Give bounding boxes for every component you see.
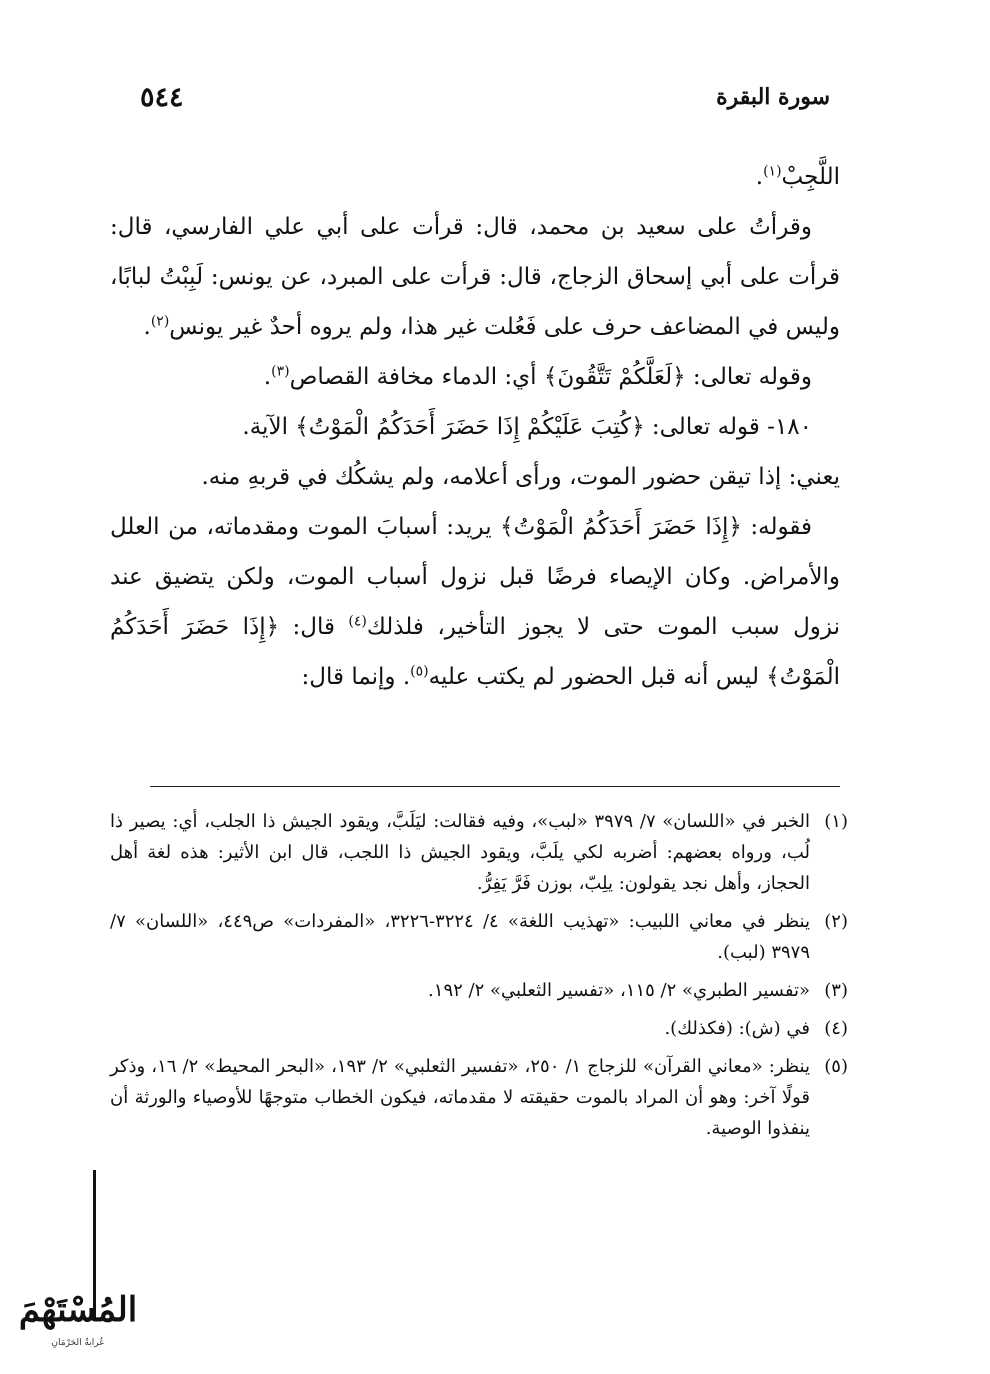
footnote-ref-4: (٤): [348, 613, 367, 630]
surah-name: سورة البقرة: [716, 84, 830, 110]
footnote-ref-3: (٣): [271, 363, 290, 380]
paragraph-6-text-a: فقوله: ﴿إِذَا حَضَرَ أَحَدَكُمُ الْمَوْتُ﴾ يريد: أسبابَ الموت ومقدماته، من العلل والأمراض. وكان الإيصاء فرضًا قبل نزول أسباب الموت، ولكن يتضيق عند نزول سبب الموت حتى لا يجوز التأخير، فلذلك: [110, 514, 840, 640]
footnote-ref-5: (٥): [410, 663, 429, 680]
paragraph-6-text-b: قال: ﴿إِذَا حَضَرَ أَحَدَكُمُ الْمَوْتُ﴾ ليس أنه قبل الحضور لم يكتب عليه: [110, 614, 840, 690]
footnote-text: في (ش): (فكذلك).: [664, 1018, 810, 1039]
paragraph-5: يعني: إذا تيقن حضور الموت، ورأى أعلامه، ولم يشكُك في قربهِ منه.: [201, 464, 840, 490]
paragraph-3: [110, 352, 840, 402]
paragraph-1-end: .: [755, 164, 764, 190]
footnote-number: (٤): [824, 1018, 848, 1039]
watermark-main: المُسْتَهْمَ: [18, 1290, 138, 1330]
paragraph-3-text: وقوله تعالى: ﴿لَعَلَّكُمْ تَتَّقُونَ﴾ أي: الدماء مخافة القصاص: [289, 364, 812, 390]
footnote: [110, 1051, 848, 1144]
footnote-number: (٥): [824, 1056, 848, 1077]
paragraph-6-text-c: . وإنما قال:: [301, 664, 411, 690]
footnote-text: ينظر في معاني اللبيب: «تهذيب اللغة» ٤/ ٣٢٢٤-٣٢٢٦، «المفردات» ص٤٤٩، «اللسان» ٧/ ٣٩٧٩ (لبب).: [110, 911, 810, 963]
footnote-ref-1: (١): [763, 163, 782, 180]
paragraph-3-end: .: [263, 364, 272, 390]
footnote-text: «تفسير الطبري» ٢/ ١١٥، «تفسير الثعلبي» ٢/ ١٩٢.: [428, 980, 810, 1001]
footnote: [110, 1013, 848, 1044]
main-text: [110, 152, 840, 702]
page-header: [140, 82, 830, 122]
watermark-sub: عُرابةُ الحَرْمَانِ: [51, 1338, 105, 1348]
paragraph-1-text: اللَّجِبْ: [781, 164, 840, 190]
footnote-number: (٣): [824, 980, 848, 1001]
paragraph-4: ١٨٠- قوله تعالى: ﴿كُتِبَ عَلَيْكُمْ إِذَا حَضَرَ أَحَدَكُمُ الْمَوْتُ﴾ الآية.: [242, 414, 812, 440]
footnote: [110, 906, 848, 968]
page-number: ٥٤٤: [140, 82, 184, 113]
footnote-text: ينظر: «معاني القرآن» للزجاج ١/ ٢٥٠، «تفسير الثعلبي» ٢/ ١٩٣، «البحر المحيط» ٢/ ١٦، وذكر قولًا آخر: وهو أن المراد بالموت حقيقته لا مقدماته، فيكون الخطاب متوجهًا للأوصياء والورثة أن ينفذوا الوصية.: [110, 1056, 810, 1139]
paragraph-2: [110, 202, 840, 352]
footnote-ref-2: (٢): [150, 313, 170, 330]
paragraph-2-end: .: [143, 314, 151, 340]
footnote-number: (٢): [824, 911, 848, 932]
footnote-text: الخبر في «اللسان» ٧/ ٣٩٧٩ «لبب»، وفيه فقالت: ليَلَبَّ، ويقود الجيش ذا الجلب، أي: يصير ذا لُب، ورواه بعضهم: أضربه لكي يلَبَّ، ويقود الجيش ذا اللجب، قال ابن الأثير: هذه لغة أهل الحجاز، وأهل نجد يقولون: يلِبّ، بوزن فَرَّ يَفِرُّ.: [110, 811, 810, 894]
paragraph-2-text: وقرأتُ على سعيد بن محمد، قال: قرأت على أبي علي الفارسي، قال: قرأت على أبي إسحاق الزجاج، قال: قرأت على المبرد، عن يونس: لَبِبْتُ لبابًا، وليس في المضاعف حرف على فَعُلت غير هذا، ولم يروه أحدٌ غير يونس: [110, 214, 840, 340]
footnote: [110, 975, 848, 1006]
footnotes: [110, 806, 848, 1151]
footnote-number: (١): [824, 811, 848, 832]
paragraph-6: [110, 502, 840, 702]
paragraph-1: [110, 152, 840, 202]
footnote: [110, 806, 848, 899]
watermark-logo: [8, 1290, 148, 1360]
footnote-divider: [150, 786, 840, 787]
